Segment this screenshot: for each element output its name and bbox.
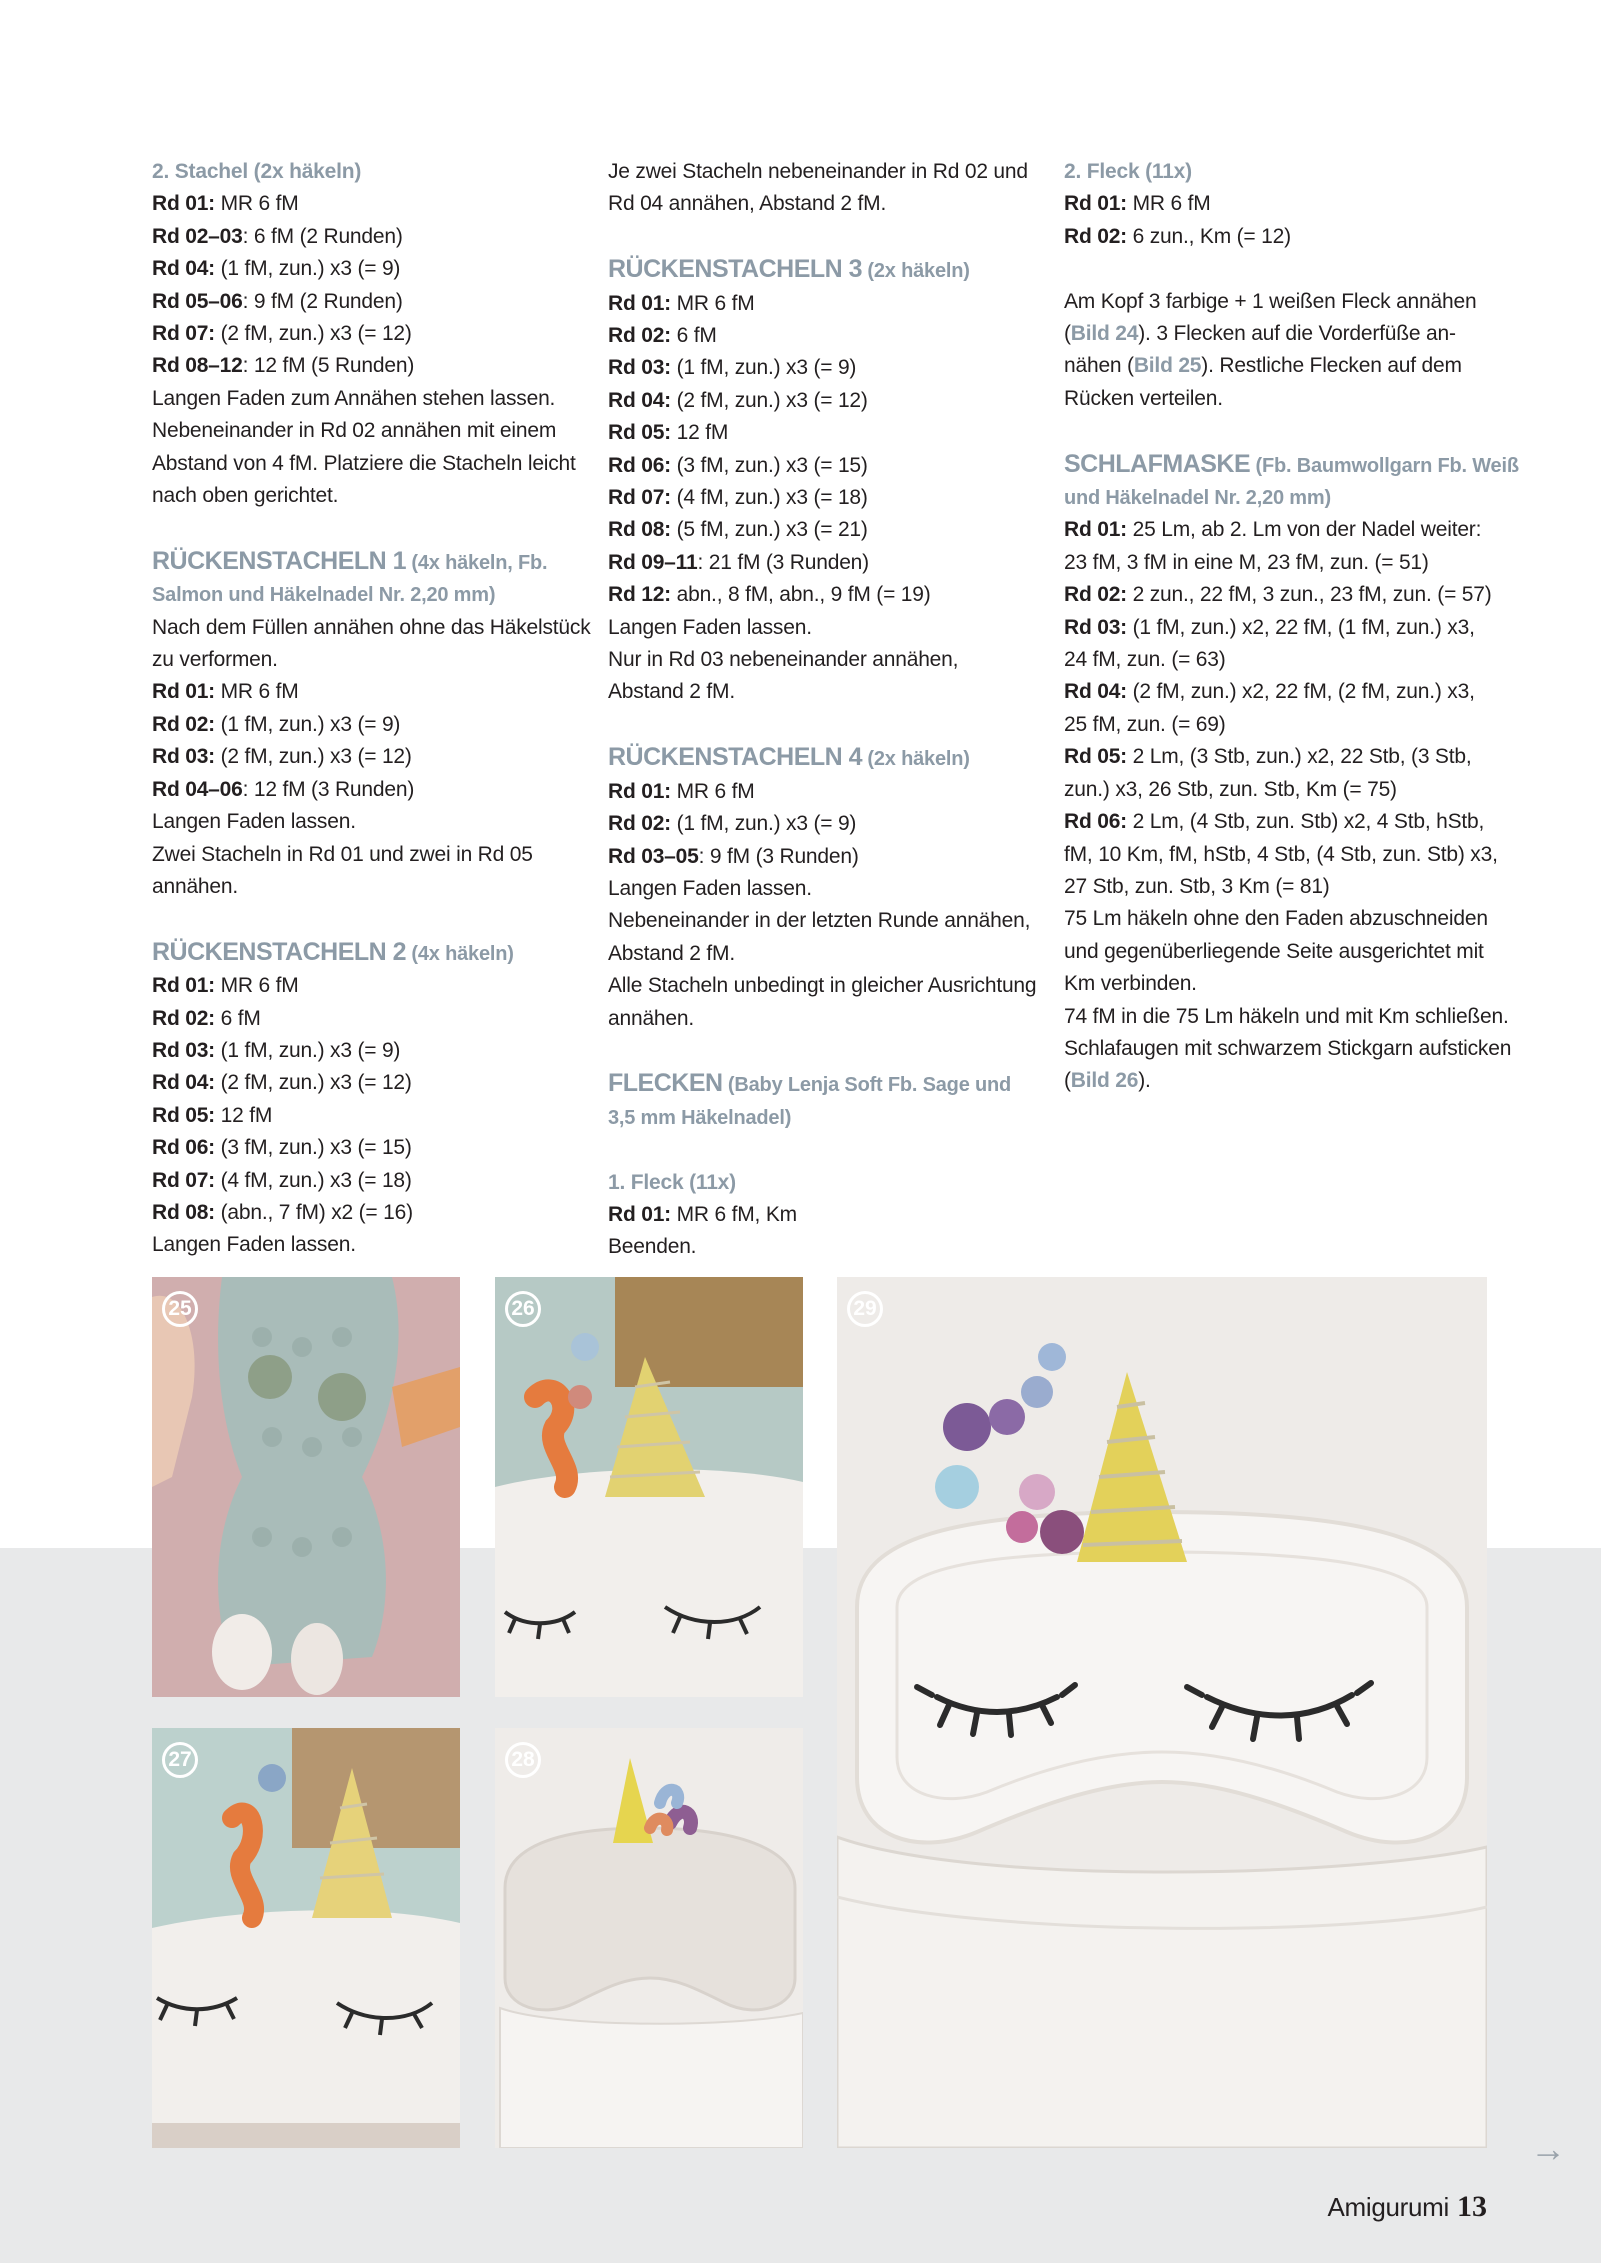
section-heading-flecken-detail: 3,5 mm Häkelnadel) [608,1106,792,1129]
row-line: zun.) x3, 26 Stb, zun. Stb, Km (= 75) [1064,777,1397,801]
row-line: Rd 01: MR 6 fM, Km [608,1202,797,1226]
photo-number-badge: 29 [847,1291,883,1327]
note-line: Nebeneinander in der letzten Runde annähen, [608,909,1031,933]
next-page-arrow-icon[interactable]: → [1530,2128,1566,2169]
note-line: und gegenüberliegende Seite ausgerichtet mit [1064,939,1484,963]
note-line: Abstand 2 fM. [608,941,735,965]
section-heading-ruecken2: RÜCKENSTACHELN 2 (4x häkeln) [152,937,514,966]
row-line: Rd 09–11: 21 fM (3 Runden) [608,550,869,574]
note-line: Nebeneinander in Rd 02 annähen mit einem [152,419,557,443]
section-title-stachel: 2. Stachel (2x häkeln) [152,160,362,183]
note-line: (Bild 26). [1064,1069,1151,1093]
photo-27 [152,1728,460,2148]
photo-26-illustration [495,1277,803,1697]
row-line: Rd 05–06: 9 fM (2 Runden) [152,289,403,313]
row-line: Rd 01: MR 6 fM [608,779,755,803]
row-line: Rd 02: 6 zun., Km (= 12) [1064,224,1291,248]
note-line: Abstand 2 fM. [608,680,735,704]
row-line: Rd 06: 2 Lm, (4 Stb, zun. Stb) x2, 4 Stb, hStb, [1064,810,1485,834]
section-heading-schlafmaske-detail: und Häkelnadel Nr. 2,20 mm) [1064,487,1331,510]
photo-26 [495,1277,803,1697]
row-line: Rd 05: 12 fM [608,421,729,445]
row-line: 23 fM, 3 fM in eine M, 23 fM, zun. (= 51) [1064,550,1429,574]
row-line: Rd 01: MR 6 fM [152,192,299,216]
row-line: Rd 02: (1 fM, zun.) x3 (= 9) [152,712,401,736]
note-line: annähen. [152,874,238,898]
photo-number-badge: 28 [505,1742,541,1778]
row-line: Rd 07: (4 fM, zun.) x3 (= 18) [608,486,868,510]
row-line: 27 Stb, zun. Stb, 3 Km (= 81) [1064,874,1330,898]
note-line: Langen Faden zum Annähen stehen lassen. [152,386,556,410]
note-line: Alle Stacheln unbedingt in gleicher Ausrichtung [608,974,1037,998]
photo-29-illustration [837,1277,1487,2148]
row-line: Rd 05: 2 Lm, (3 Stb, zun.) x2, 22 Stb, (3 Stb, [1064,745,1472,769]
note-line: 75 Lm häkeln ohne den Faden abzuschneiden [1064,907,1488,931]
section-heading-schlafmaske: SCHLAFMASKE (Fb. Baumwollgarn Fb. Weiß [1064,449,1519,478]
row-line: Rd 04: (2 fM, zun.) x3 (= 12) [152,1071,412,1095]
section-heading-flecken: FLECKEN (Baby Lenja Soft Fb. Sage und [608,1069,1012,1098]
row-line: Rd 01: 25 Lm, ab 2. Lm von der Nadel weiter: [1064,518,1482,542]
row-line: Rd 07: (2 fM, zun.) x3 (= 12) [152,322,412,346]
note-line: Abstand von 4 fM. Platziere die Stacheln leicht [152,451,576,475]
row-line: Rd 06: (3 fM, zun.) x3 (= 15) [152,1136,412,1160]
section-heading-ruecken4: RÜCKENSTACHELN 4 (2x häkeln) [608,743,970,772]
note-line: annähen. [608,1006,694,1030]
row-line: Rd 03: (1 fM, zun.) x2, 22 fM, (1 fM, zun.) x3, [1064,615,1475,639]
column-1 [152,156,592,1262]
section-title-fleck2: 2. Fleck (11x) [1064,160,1192,183]
note-line: Langen Faden lassen. [152,810,356,834]
note-line: (Bild 24). 3 Flecken auf die Vorderfüße an- [1064,322,1456,346]
photo-number-badge: 25 [162,1291,198,1327]
figure-reference: Bild 24 [1070,322,1139,346]
row-line: fM, 10 Km, fM, hStb, 4 Stb, (4 Stb, zun. Stb) x3, [1064,842,1498,866]
photo-25 [152,1277,460,1697]
note-line: Km verbinden. [1064,972,1197,996]
row-line: Rd 03–05: 9 fM (3 Runden) [608,844,859,868]
note-line: zu verformen. [152,648,278,672]
note-line: Am Kopf 3 farbige + 1 weißen Fleck annähen [1064,289,1477,313]
note-line: Langen Faden lassen. [608,876,812,900]
page-footer [1327,2190,1487,2224]
note-line: Nach dem Füllen annähen ohne das Häkelstück [152,615,591,639]
section-heading-ruecken1-detail: Salmon und Häkelnadel Nr. 2,20 mm) [152,584,496,607]
figure-reference: Bild 26 [1070,1069,1139,1093]
note-line: Rd 04 annähen, Abstand 2 fM. [608,192,887,216]
figure-reference: Bild 25 [1133,354,1202,378]
note-line: Rücken verteilen. [1064,386,1223,410]
magazine-title: Amigurumi [1327,2192,1449,2222]
row-line: Rd 07: (4 fM, zun.) x3 (= 18) [152,1168,412,1192]
section-title-fleck1: 1. Fleck (11x) [608,1170,736,1194]
section-heading-ruecken1: RÜCKENSTACHELN 1 (4x häkeln, Fb. [152,546,548,575]
note-line: nach oben gerichtet. [152,484,339,508]
row-line: Rd 03: (1 fM, zun.) x3 (= 9) [152,1038,401,1062]
row-line: Rd 08: (abn., 7 fM) x2 (= 16) [152,1200,413,1224]
row-line: Rd 01: MR 6 fM [1064,192,1211,216]
row-line: Rd 01: MR 6 fM [608,291,755,315]
photo-number-badge: 27 [162,1742,198,1778]
note-line: Langen Faden lassen. [608,615,812,639]
row-line: Rd 05: 12 fM [152,1103,273,1127]
row-line: Rd 12: abn., 8 fM, abn., 9 fM (= 19) [608,583,931,607]
note-line: Schlafaugen mit schwarzem Stickgarn aufsticken [1064,1036,1512,1060]
row-line: Rd 01: MR 6 fM [152,680,299,704]
row-line: Rd 08–12: 12 fM (5 Runden) [152,354,415,378]
note-line: nähen (Bild 25). Restliche Flecken auf dem [1064,354,1462,378]
photo-25-illustration [152,1277,460,1697]
row-line: Rd 03: (1 fM, zun.) x3 (= 9) [608,356,857,380]
photo-27-illustration [152,1728,460,2148]
note-line: Beenden. [608,1235,697,1259]
row-line: Rd 02: 6 fM [152,1006,261,1030]
row-line: Rd 02: (1 fM, zun.) x3 (= 9) [608,812,857,836]
row-line: 24 fM, zun. (= 63) [1064,648,1226,672]
photo-29 [837,1277,1487,2148]
row-line: Rd 02: 2 zun., 22 fM, 3 zun., 23 fM, zun. (= 57) [1064,583,1492,607]
photo-28-illustration [495,1728,803,2148]
row-line: Rd 04: (2 fM, zun.) x3 (= 12) [608,388,868,412]
note-line: 74 fM in die 75 Lm häkeln und mit Km schließen. [1064,1004,1509,1028]
row-line: Rd 02–03: 6 fM (2 Runden) [152,224,403,248]
note-line: Langen Faden lassen. [152,1233,356,1257]
row-line: Rd 06: (3 fM, zun.) x3 (= 15) [608,453,868,477]
note-line: Nur in Rd 03 nebeneinander annähen, [608,648,959,672]
photo-number-badge: 26 [505,1291,541,1327]
row-line: Rd 02: 6 fM [608,324,717,348]
row-line: Rd 03: (2 fM, zun.) x3 (= 12) [152,745,412,769]
page-number: 13 [1457,2190,1487,2223]
row-line: Rd 04: (1 fM, zun.) x3 (= 9) [152,257,401,281]
row-line: Rd 04: (2 fM, zun.) x2, 22 fM, (2 fM, zun.) x3, [1064,680,1475,704]
column-3 [1064,156,1519,1098]
section-heading-ruecken3: RÜCKENSTACHELN 3 (2x häkeln) [608,255,970,284]
note-line: Zwei Stacheln in Rd 01 und zwei in Rd 05 [152,842,533,866]
row-line: 25 fM, zun. (= 69) [1064,712,1226,736]
row-line: Rd 04–06: 12 fM (3 Runden) [152,777,415,801]
row-line: Rd 01: MR 6 fM [152,974,299,998]
note-line: Je zwei Stacheln nebeneinander in Rd 02 und [608,160,1028,183]
row-line: Rd 08: (5 fM, zun.) x3 (= 21) [608,518,868,542]
photo-28 [495,1728,803,2148]
column-2 [608,156,1048,1264]
